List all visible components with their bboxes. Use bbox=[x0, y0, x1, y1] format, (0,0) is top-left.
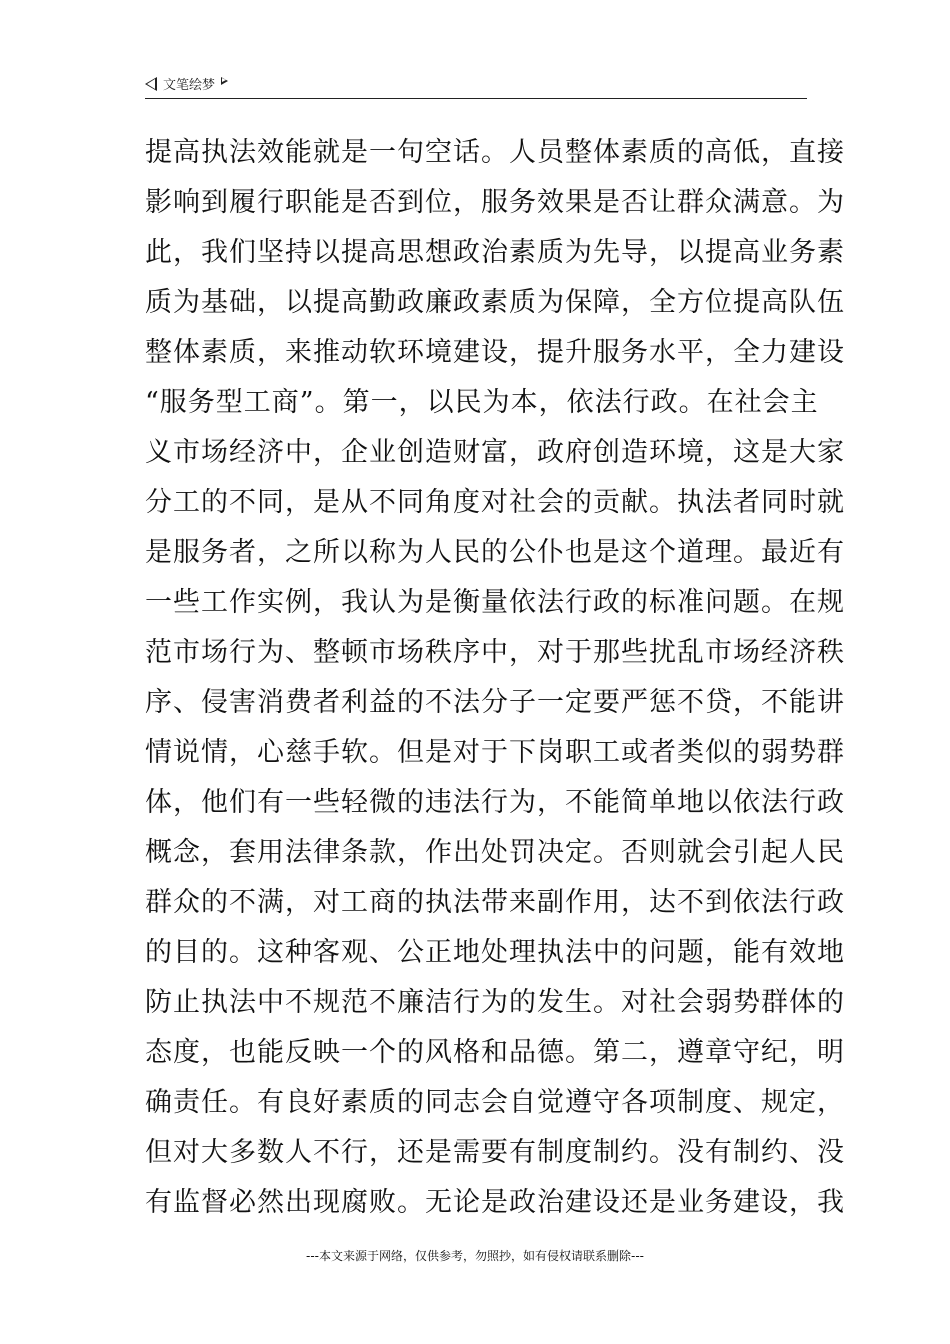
header-title: 文笔绘梦 bbox=[163, 78, 216, 93]
triangle-left-icon bbox=[145, 77, 157, 91]
text-line: 义市场经济中，企业创造财富，政府创造环境，这是大家 bbox=[145, 437, 845, 468]
text-line: 有监督必然出现腐败。无论是政治建设还是业务建设，我 bbox=[145, 1187, 845, 1218]
text-line: 体，他们有一些轻微的违法行为，不能简单地以依法行政 bbox=[145, 787, 845, 818]
page-header bbox=[145, 72, 807, 99]
text-line: 提高执法效能就是一句空话。人员整体素质的高低，直接 bbox=[145, 137, 845, 168]
text-line: 此，我们坚持以提高思想政治素质为先导，以提高业务素 bbox=[145, 237, 845, 268]
text-line: 是服务者，之所以称为人民的公仆也是这个道理。最近有 bbox=[145, 537, 845, 568]
text-line: 群众的不满，对工商的执法带来副作用，达不到依法行政 bbox=[145, 887, 845, 918]
text-line: 质为基础，以提高勤政廉政素质为保障，全方位提高队伍 bbox=[145, 287, 845, 318]
text-line: 分工的不同，是从不同角度对社会的贡献。执法者同时就 bbox=[145, 487, 845, 518]
text-line: 但对大多数人不行，还是需要有制度制约。没有制约、没 bbox=[145, 1137, 845, 1168]
header-row bbox=[145, 74, 228, 93]
triangle-right-icon bbox=[221, 77, 228, 85]
text-line: 情说情，心慈手软。但是对于下岗职工或者类似的弱势群 bbox=[145, 737, 845, 768]
footer-notice: ---本文来源于网络，仅供参考，勿照抄，如有侵权请联系删除--- bbox=[306, 1249, 644, 1263]
text-line: 一些工作实例，我认为是衡量依法行政的标准问题。在规 bbox=[145, 587, 845, 618]
text-line: 防止执法中不规范不廉洁行为的发生。对社会弱势群体的 bbox=[145, 987, 845, 1018]
document-body bbox=[145, 128, 845, 1228]
text-line: 影响到履行职能是否到位，服务效果是否让群众满意。为 bbox=[145, 187, 845, 218]
text-line: 范市场行为、整顿市场秩序中，对于那些扰乱市场经济秩 bbox=[145, 637, 845, 668]
text-line: 确责任。有良好素质的同志会自觉遵守各项制度、规定， bbox=[145, 1087, 845, 1118]
text-line: 概念，套用法律条款，作出处罚决定。否则就会引起人民 bbox=[145, 837, 845, 868]
text-line: 态度，也能反映一个的风格和品德。第二，遵章守纪，明 bbox=[145, 1037, 845, 1068]
text-line: 的目的。这种客观、公正地处理执法中的问题，能有效地 bbox=[145, 937, 845, 968]
text-line: 序、侵害消费者利益的不法分子一定要严惩不贷，不能讲 bbox=[145, 687, 845, 718]
text-line: “服务型工商”。第一，以民为本，依法行政。在社会主 bbox=[145, 387, 819, 418]
text-line: 整体素质，来推动软环境建设，提升服务水平，全力建设 bbox=[145, 337, 845, 368]
